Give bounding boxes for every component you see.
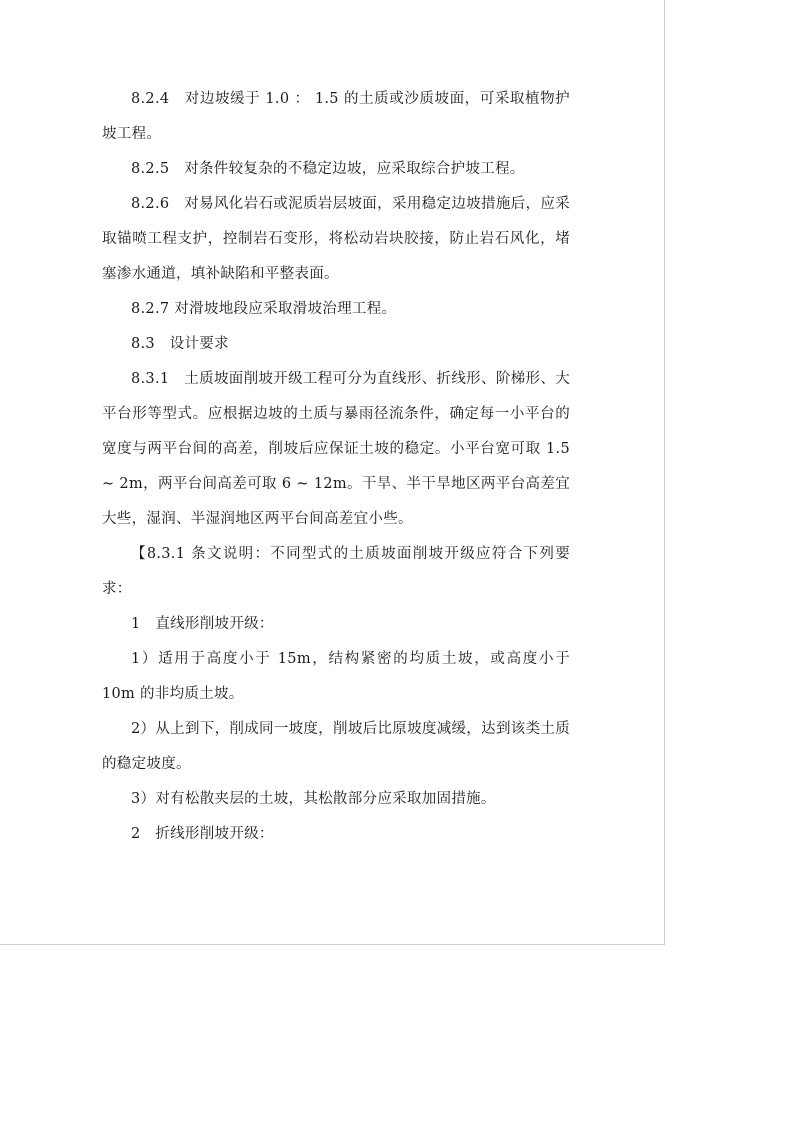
clause-8-2-5: 8.2.5 对条件较复杂的不稳定边坡，应采取综合护坡工程。 bbox=[131, 161, 525, 177]
clause-8-2-6: 8.2.6 对易风化岩石或泥质岩层坡面，采用稳定边坡措施后，应采取锚喷工程支护，控制岩石变形，将松动岩块胶接，防止岩石风化，堵塞渗水通道，填补缺陷和平整表面。 bbox=[102, 196, 570, 282]
item-1-sub-3: 3）对有松散夹层的土坡，其松散部分应采取加固措施。 bbox=[131, 791, 496, 807]
item-2-broken-line-grading: 2 折线形削坡开级： bbox=[131, 826, 274, 842]
clause-8-3-1-explanation: 【8.3.1 条文说明：不同型式的土质坡面削坡开级应符合下列要求： bbox=[102, 546, 570, 597]
item-1-sub-1: 1）适用于高度小于 15m，结构紧密的均质土坡，或高度小于 10m 的非均质土坡。 bbox=[102, 651, 570, 702]
section-heading-8-3: 8.3 设计要求 bbox=[131, 336, 229, 352]
clause-8-2-4: 8.2.4 对边坡缓于 1.0 ： 1.5 的土质或沙质坡面，可采取植物护坡工程。 bbox=[102, 91, 570, 142]
clause-8-3-1: 8.3.1 土质坡面削坡开级工程可分为直线形、折线形、阶梯形、大平台形等型式。应根据边坡的土质与暴雨径流条件，确定每一小平台的宽度与两平台间的高差，削坡后应保证土坡的稳定。小平台宽可取 1.5 ~ 2m，两平台间高差可取 6 ~ 12m。干旱、半干旱地区两平台高差宜大些，湿润、半湿润地区两平台间高差宜小些。 bbox=[102, 371, 570, 527]
item-1-sub-2: 2）从上到下，削成同一坡度，削坡后比原坡度减缓，达到该类土质的稳定坡度。 bbox=[102, 721, 570, 772]
clause-8-2-7: 8.2.7 对滑坡地段应采取滑坡治理工程。 bbox=[131, 301, 397, 317]
item-1-linear-grading: 1 直线形削坡开级： bbox=[131, 616, 274, 632]
